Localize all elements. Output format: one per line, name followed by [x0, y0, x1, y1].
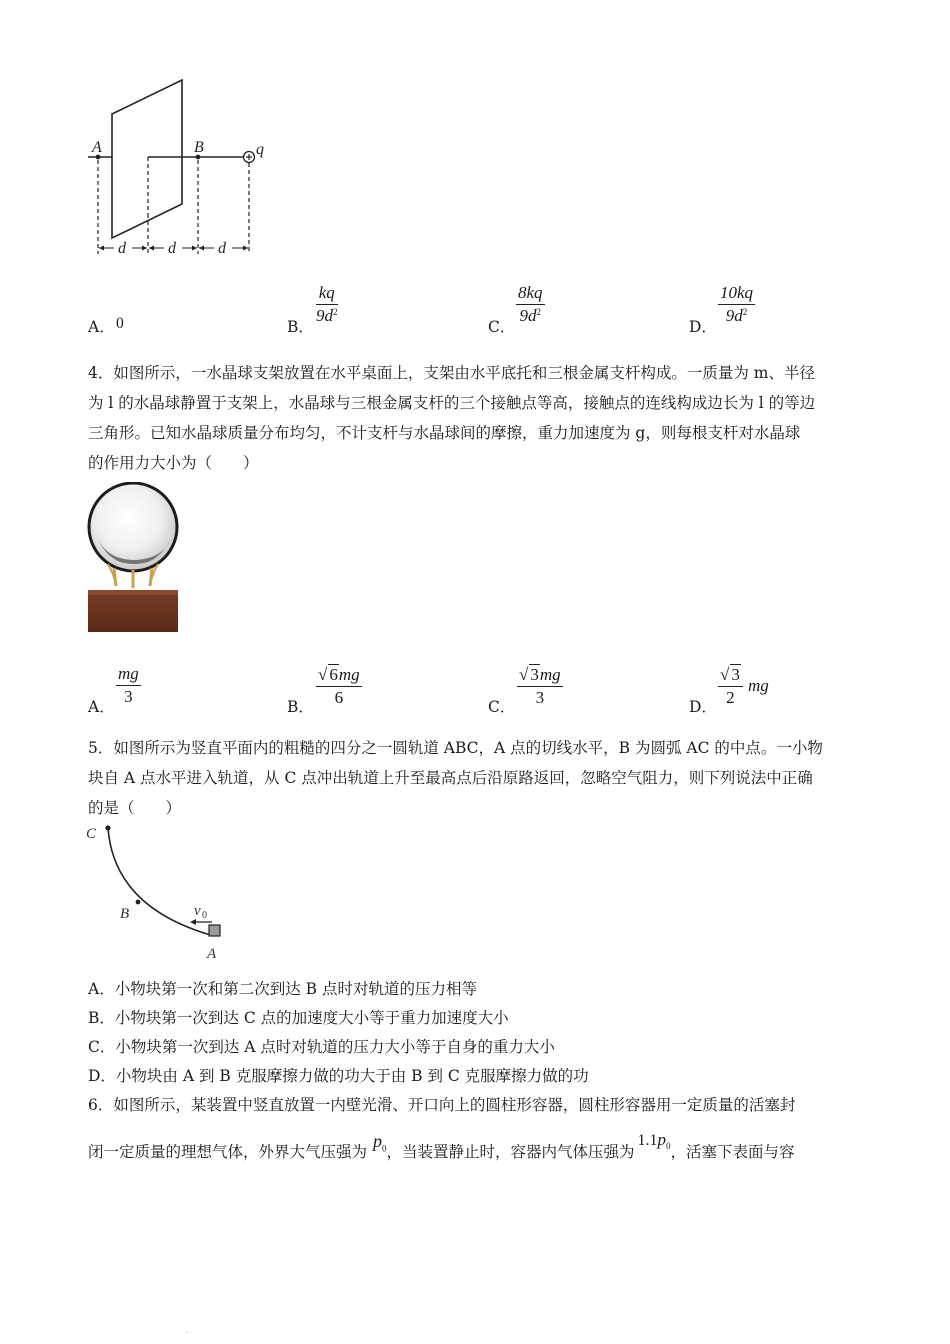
q6-line-2-c: ，活塞下表面与容 [670, 1143, 795, 1161]
q5-option-a[interactable]: A．小物块第一次和第二次到达 B 点时对轨道的压力相等 [88, 980, 477, 998]
q3-option-c-fraction [516, 283, 545, 326]
q6-line-2-b: ，当装置静止时，容器内气体压强为 [386, 1143, 635, 1161]
q4-line-3: 三角形。已知水晶球质量分布均匀，不计支杆与水晶球间的摩擦，重力加速度为 g，则每根支杆对水晶球 [88, 424, 801, 442]
q4-option-b-fraction: $\frac{√ 6mg}{6}$ [318, 665, 360, 707]
q6-p1-symbol: p [657, 1130, 667, 1149]
q3-option-d-fraction [718, 283, 755, 326]
q3-option-d-num: 10kq [718, 283, 755, 305]
q6-p0 [373, 1131, 387, 1154]
q3-option-b-label[interactable]: B． [287, 318, 314, 336]
q3-label-b: B [194, 139, 204, 156]
q3-option-b-exp: 2 [333, 307, 338, 317]
q5-option-b[interactable]: B．小物块第一次到达 C 点的加速度大小等于重力加速度大小 [88, 1009, 509, 1027]
q4-line-4: 的作用力大小为（ ） [88, 454, 259, 472]
q4-line-1: 4．如图所示，一水晶球支架放置在水平桌面上，支架由水平底托和三根金属支杆构成。一质量为 m、半径 [88, 364, 815, 382]
q6-p0-sub: 0 [382, 1143, 387, 1154]
q5-label-a: A [207, 946, 217, 962]
q6-line-2 [88, 1130, 795, 1166]
q5-track-figure [84, 818, 244, 962]
q3-figure [86, 74, 276, 260]
q6-p1 [637, 1130, 671, 1152]
q5-label-v: v [194, 903, 201, 919]
q5-velocity-arrow-icon [190, 919, 196, 925]
q3-option-c-den: 9d [519, 306, 537, 325]
q5-label-b: B [120, 906, 130, 922]
q5-line-1: 5．如图所示为竖直平面内的粗糙的四分之一圆轨道 ABC，A 点的切线水平，B 为圆弧 AC 的中点。一小物 [88, 739, 823, 757]
q3-label-d3: d [218, 240, 226, 257]
q3-option-c-num: 8kq [516, 283, 545, 305]
q3-option-b-den: 9d [316, 306, 333, 325]
q4-option-a-den: 3 [124, 687, 133, 706]
q4-wood-base [88, 590, 178, 632]
q3-option-c-exp: 2 [536, 307, 542, 317]
q4-crystal-ball-photo [86, 482, 182, 634]
q4-option-a-num: mg [116, 664, 141, 686]
q3-option-c-label[interactable]: C． [488, 318, 516, 336]
q4-line-2: 为 l 的水晶球静置于支架上，水晶球与三根金属支杆的三个接触点等高，接触点的连线构成边长为 l 的等边 [88, 394, 816, 412]
q5-line-2: 块自 A 点水平进入轨道，从 C 点冲出轨道上升至最高点后沿原路返回，忽略空气阻力，则下列说法中正确 [88, 769, 813, 787]
q5-point-c [105, 825, 110, 830]
q3-option-a-value: 0 [116, 315, 124, 332]
footer-dot: . [186, 1326, 189, 1335]
q6-line-1: 6．如图所示，某装置中竖直放置一内壁光滑、开口向上的圆柱形容器，圆柱形容器用一定质量的活塞封 [88, 1096, 796, 1114]
q4-option-b-num: mg [338, 665, 360, 684]
q4-option-d-rad: 3 [731, 665, 740, 684]
q5-option-d[interactable]: D．小物块由 A 到 B 克服摩擦力做的功大于由 B 到 C 克服摩擦力做的功 [88, 1067, 589, 1085]
q4-option-b-label[interactable]: B． [287, 698, 314, 716]
q5-label-c: C [86, 826, 97, 842]
q5-label-v-sub: 0 [202, 910, 207, 921]
q4-option-d-fraction: $\frac{√ 3}{2}$ [718, 664, 743, 708]
q5-option-c[interactable]: C．小物块第一次到达 A 点时对轨道的压力大小等于自身的重力大小 [88, 1038, 555, 1056]
q3-label-q: q [256, 141, 264, 158]
q3-option-d-den: 9d [725, 306, 743, 325]
q3-label-a: A [92, 139, 102, 156]
q4-option-d-tail: mg [748, 676, 769, 695]
q4-option-b-den: 6 [334, 688, 344, 707]
q6-p1-sub: 0 [666, 1141, 671, 1152]
q3-option-a-label[interactable]: A． [88, 318, 115, 336]
q6-line-2-a: 闭一定质量的理想气体，外界大气压强为 [88, 1143, 368, 1161]
q3-option-b-num: kq [316, 283, 338, 305]
q4-option-b-rad: 6 [329, 665, 338, 684]
q3-option-d-exp: 2 [742, 307, 748, 317]
q4-option-c-rad: 3 [530, 665, 539, 684]
q4-option-d-label[interactable]: D． [689, 698, 717, 716]
q4-option-a-fraction [116, 664, 141, 707]
q4-option-a-label[interactable]: A． [88, 698, 115, 716]
q3-plate [112, 80, 182, 238]
q3-option-d-label[interactable]: D． [689, 318, 717, 336]
q4-option-c-label[interactable]: C． [488, 698, 516, 716]
q3-label-d2: d [168, 240, 176, 257]
q5-line-3: 的是（ ） [88, 799, 182, 817]
q5-point-b [136, 900, 141, 905]
q4-option-d-den: 2 [726, 688, 735, 707]
q6-p1-coef: 1.1 [637, 1132, 658, 1149]
q3-label-d1: d [118, 240, 126, 257]
q6-p0-symbol: p [373, 1131, 383, 1151]
q4-option-c-den: 3 [535, 688, 545, 707]
q4-option-c-fraction: $\frac{√ 3mg}{3}$ [519, 665, 561, 707]
q5-block [209, 925, 220, 936]
q4-option-c-num: mg [539, 665, 561, 684]
q3-label-plus: + [86, 74, 87, 75]
q3-option-b-fraction [316, 283, 338, 326]
